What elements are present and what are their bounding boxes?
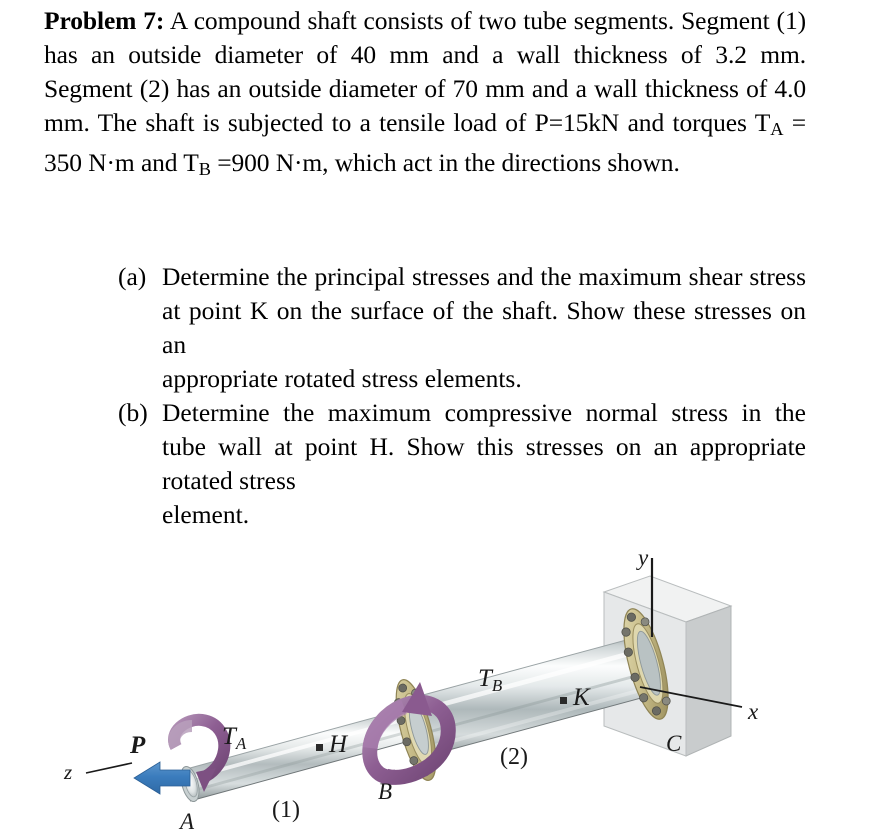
label-axis-x: x <box>748 699 759 724</box>
shaft-figure-svg <box>0 540 882 837</box>
list-marker-a: (a) <box>118 262 147 291</box>
label-segment-2: (2) <box>500 744 528 770</box>
label-point-k: K <box>573 684 590 711</box>
list-item <box>118 260 806 362</box>
list-lastline-b: element. <box>162 500 250 529</box>
load-arrow-p <box>134 762 190 794</box>
label-segment-1: (1) <box>272 797 300 823</box>
label-torque-tb-sub: B <box>491 675 503 695</box>
shaft-figure <box>0 540 882 837</box>
list-item-continuation <box>118 362 806 396</box>
subscript-b: B <box>198 159 211 180</box>
problem-paragraph <box>44 4 806 186</box>
label-point-a: A <box>180 809 195 834</box>
problem-body-part1: A compound shaft consists of two tube segments. Segment (1) has an outside diameter of 40 mm and a wall thickness of 3.2 mm. Segment (2) has an outside diameter of 70 mm and a wall thickness of 4.0 mm. The shaft is subjected to a tensile load of P=15kN and torques T <box>44 6 806 137</box>
point-marker-k <box>560 697 567 704</box>
label-load-p: P <box>130 732 146 759</box>
problem-subquestions <box>118 260 806 532</box>
label-axis-z: z <box>64 760 73 784</box>
list-lastline-a: appropriate rotated stress elements. <box>162 364 522 393</box>
label-torque-ta-base: T <box>222 723 236 750</box>
list-item-continuation <box>118 498 806 532</box>
problem-statement <box>44 4 806 186</box>
label-point-c: C <box>666 731 682 756</box>
axis-line-z <box>86 763 132 773</box>
list-marker-b: (b) <box>118 398 148 427</box>
problem-body-part2: = 350 N·m and T <box>44 108 806 178</box>
problem-body-part3: =900 N·m, which act in the directions shown. <box>210 148 680 178</box>
list-text-a: Determine the principal stresses and the maximum shear stress at point K on the surface of the shaft. Show these stresses on an <box>162 262 806 359</box>
list-text-b: Determine the maximum compressive normal stress in the tube wall at point H. Show this stresses on an appropriate rotated stress <box>162 398 806 495</box>
label-axis-y: y <box>638 545 649 570</box>
label-torque-tb-base: T <box>478 665 492 692</box>
label-torque-ta-sub: A <box>235 733 247 753</box>
label-torque-ta <box>222 724 246 752</box>
point-marker-h <box>316 744 323 751</box>
problem-label: Problem 7: <box>44 6 165 35</box>
subscript-a: A <box>770 119 784 140</box>
label-point-b: B <box>378 779 393 804</box>
label-torque-tb <box>478 666 502 694</box>
list-item <box>118 396 806 498</box>
label-point-h: H <box>329 731 348 758</box>
